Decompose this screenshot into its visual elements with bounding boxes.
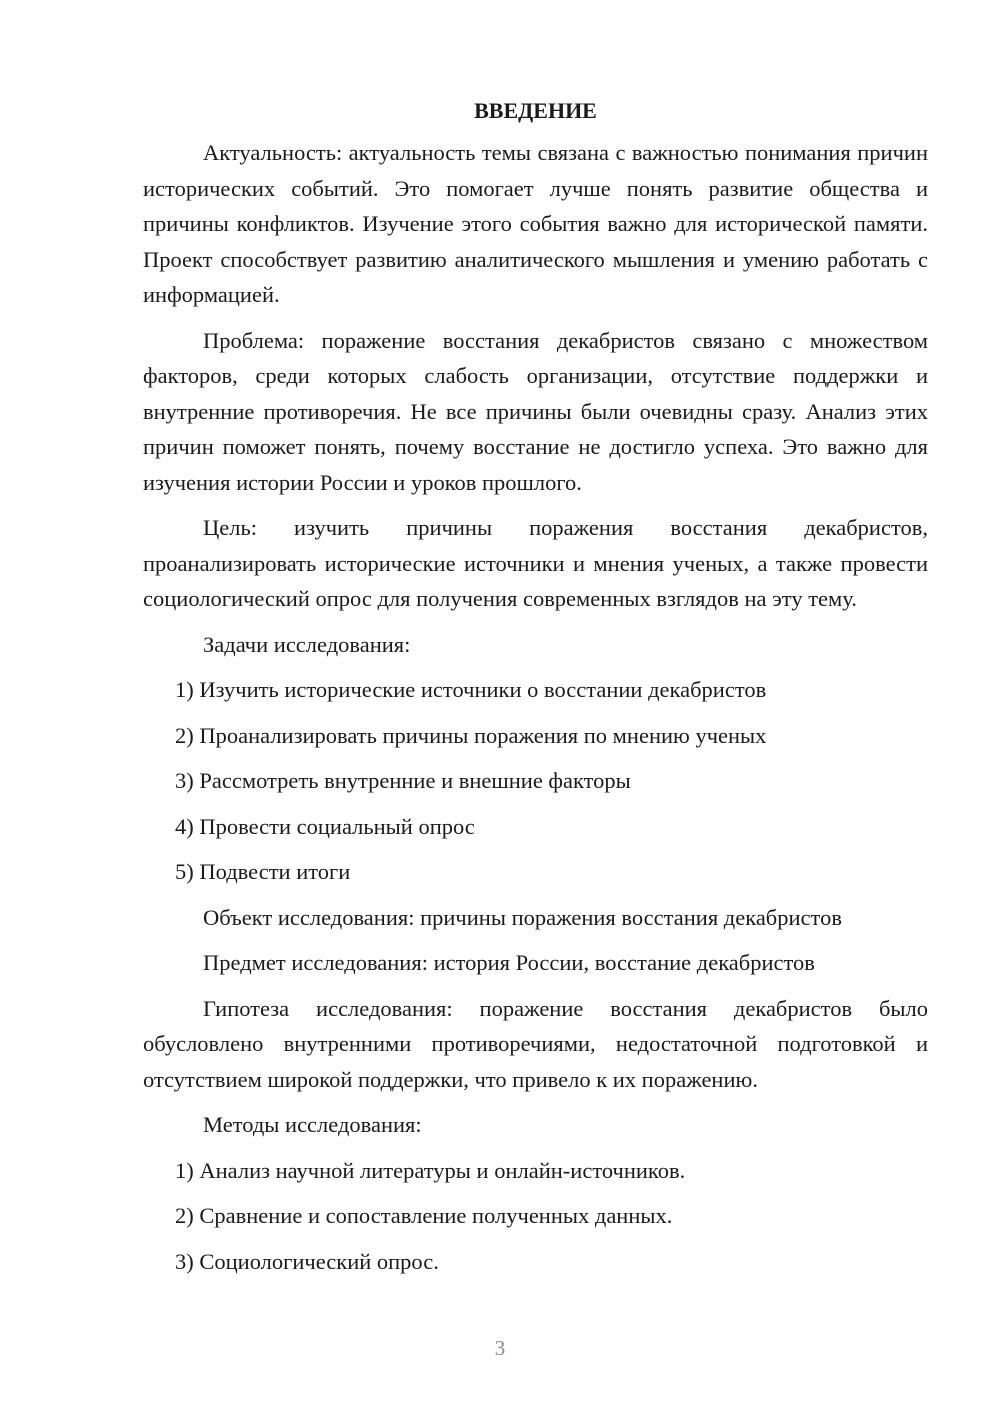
task-item: 1) Изучить исторические источники о восстании декабристов (175, 677, 767, 702)
method-item: 3) Социологический опрос. (175, 1248, 439, 1274)
task-item: 5) Подвести итоги (175, 859, 351, 884)
tasks-list (143, 672, 928, 890)
page-title: ВВЕДЕНИЕ (474, 98, 597, 123)
task-item: 4) Провести социальный опрос (175, 813, 475, 839)
task-item: 2) Проанализировать причины поражения по мнению ученых (175, 722, 767, 748)
document-page (143, 96, 928, 1289)
method-item: 2) Сравнение и сопоставление полученных данных. (175, 1203, 673, 1228)
methods-list (143, 1153, 928, 1280)
relevance-paragraph: Актуальность: актуальность темы связана с важностью понимания причин исторических событий. Это помогает лучше понять развитие общества и причины конфликтов. Изучение этого события важно для исторической памяти. Проект способствует развитию аналитического мышления и умению работать с информацией. (143, 140, 928, 307)
methods-heading: Методы исследования: (203, 1112, 422, 1137)
page-number: 3 (494, 1336, 506, 1360)
task-item: 3) Рассмотреть внутренние и внешние факторы (175, 768, 631, 793)
goal-paragraph: Цель: изучить причины поражения восстания декабристов, проанализировать исторические источники и мнения ученых, а также провести социологический опрос для получения современных взглядов на эту тему. (143, 515, 928, 611)
object-line: Объект исследования: причины поражения восстания декабристов (203, 904, 842, 930)
tasks-heading: Задачи исследования: (203, 631, 411, 657)
subject-line: Предмет исследования: история России, восстание декабристов (203, 950, 815, 975)
problem-paragraph: Проблема: поражение восстания декабристов связано с множеством факторов, среди которых слабость организации, отсутствие поддержки и внутренние противоречия. Не все причины были очевидны сразу. Анализ этих причин поможет понять, почему восстание не достигло успеха. Это важно для изучения истории России и уроков прошлого. (143, 327, 928, 495)
hypothesis-paragraph: Гипотеза исследования: поражение восстания декабристов было обусловлено внутренними противоречиями, недостаточной подготовкой и отсутствием широкой поддержки, что привело к их поражению. (143, 995, 928, 1092)
method-item: 1) Анализ научной литературы и онлайн-источников. (175, 1157, 686, 1183)
